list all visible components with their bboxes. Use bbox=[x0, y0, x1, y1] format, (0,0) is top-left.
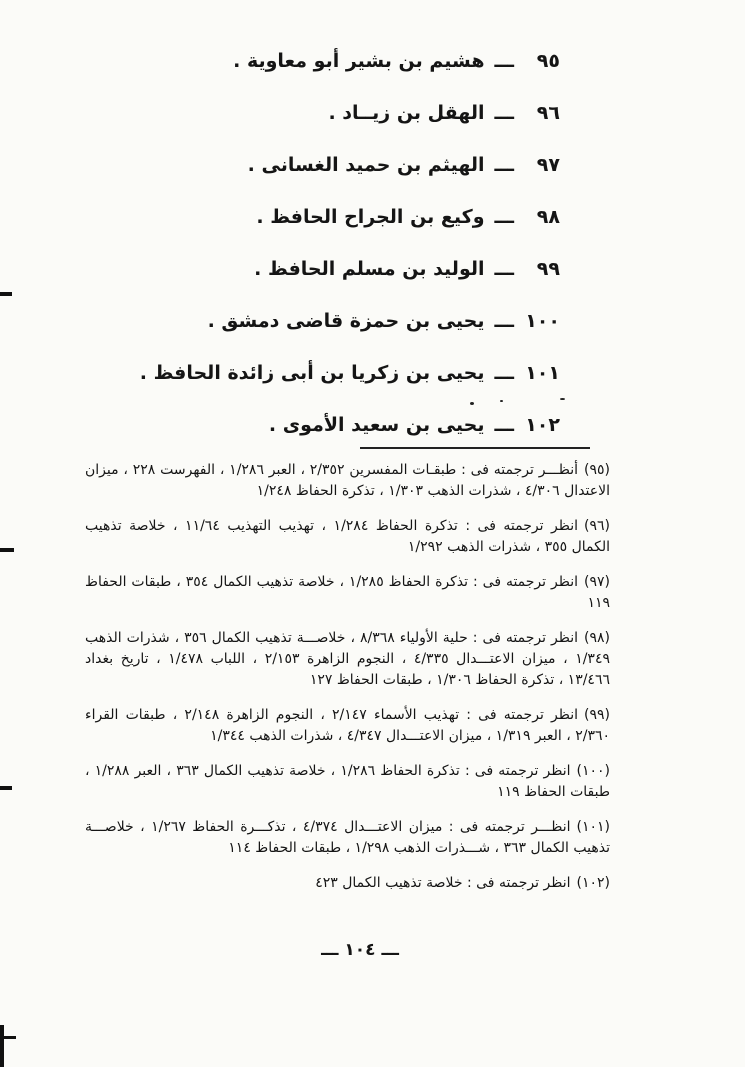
footnote bbox=[85, 761, 610, 803]
footnote-number: (٩٦) bbox=[584, 518, 610, 534]
footnote-text: انظـــر ترجمته فى : ميزان الاعتـــدال ٤/٣٧٤ ، تذكـــرة الحفاظ ١/٢٦٧ ، خلاصـــة تذهيب الكمال ٣٦٣ ، شـــذرات الذهب ١/٢٩٨ ، طبقات الحفاظ ١١٤ bbox=[85, 819, 610, 856]
scan-speck bbox=[500, 400, 503, 402]
entry-number: ٩٧ bbox=[536, 154, 560, 176]
entry-dash: ـــ bbox=[494, 258, 514, 280]
entry-text: يحيى بن حمزة قاضى دمشق . bbox=[207, 310, 485, 332]
scan-mark bbox=[0, 292, 12, 296]
entry-dash: ـــ bbox=[494, 310, 514, 332]
entry-number: ٩٥ bbox=[536, 50, 560, 72]
entry-text: الهيثم بن حميد الغسانى . bbox=[247, 154, 485, 176]
footnote bbox=[85, 628, 610, 691]
footnote-number: (٩٧) bbox=[583, 574, 610, 590]
footnotes bbox=[85, 460, 610, 903]
entry-number: ٩٨ bbox=[536, 206, 560, 228]
entry-text: الوليد بن مسلم الحافظ . bbox=[254, 258, 485, 280]
footnote-separator bbox=[360, 447, 590, 449]
footnote-number: (٩٥) bbox=[584, 462, 610, 478]
footnote bbox=[85, 572, 610, 614]
scan-mark bbox=[0, 1036, 16, 1039]
entry-number: ١٠٠ bbox=[525, 310, 560, 332]
footnote-number: (١٠٢) bbox=[576, 875, 610, 891]
entry-text: يحيى بن سعيد الأموى . bbox=[268, 414, 485, 436]
entry-text: وكيع بن الجراح الحافظ . bbox=[256, 206, 485, 228]
entry-number: ٩٩ bbox=[536, 258, 560, 280]
entry-number: ١٠١ bbox=[525, 362, 560, 384]
footnote-text: انظر ترجمته فى : تهذيب الأسماء ٢/١٤٧ ، النجوم الزاهرة ٢/١٤٨ ، طبقات القراء ٢/٣٦٠ ، العبر ١/٣١٩ ، ميزان الاعتـــدال ٤/٣٤٧ ، شذرات الذهب ١/٣٤٤ bbox=[85, 707, 610, 744]
footnote-text: انظر ترجمته فى : تذكرة الحفاظ ١/٢٨٥ ، خلاصة تذهيب الكمال ٣٥٤ ، طبقات الحفاظ ١١٩ bbox=[85, 574, 610, 611]
entry bbox=[160, 414, 560, 466]
footnote bbox=[85, 705, 610, 747]
footnote-text: انظر ترجمته فى : تذكرة الحفاظ ١/٢٨٤ ، تهذيب التهذيب ١١/٦٤ ، خلاصة تذهيب الكمال ٣٥٥ ، شذرات الذهب ١/٢٩٢ bbox=[85, 518, 610, 555]
page-number: ـــ ١٠٤ ـــ bbox=[321, 940, 399, 960]
scan-edge bbox=[0, 1025, 4, 1067]
entry bbox=[160, 50, 560, 102]
scan-mark bbox=[0, 548, 14, 552]
entry-dash: ـــ bbox=[494, 206, 514, 228]
entry-text: هشيم بن بشير أبو معاوية . bbox=[233, 50, 485, 72]
entry-dash: ـــ bbox=[494, 102, 514, 124]
entry bbox=[139, 362, 560, 414]
entry-number: ٩٦ bbox=[536, 102, 560, 124]
footnote-number: (١٠١) bbox=[576, 819, 610, 835]
footnote-text: انظر ترجمته فى : حلية الأولياء ٨/٣٦٨ ، خلاصـــة تذهيب الكمال ٣٥٦ ، شذرات الذهب ١/٣٤٩ ، ميزان الاعتـــدال ٤/٣٣٥ ، النجوم الزاهرة ٢/١٥٣ ، اللباب ١/٤٧٨ ، تاريخ بغداد ١٣/٤٦٦ ، تذكرة الحفاظ ١/٣٠٦ ، طبقات الحفاظ ١٢٧ bbox=[85, 630, 610, 688]
scan-mark bbox=[0, 786, 12, 790]
footnote bbox=[85, 460, 610, 502]
entry-text: يحيى بن زكريا بن أبى زائدة الحافظ . bbox=[139, 362, 485, 384]
footnote bbox=[85, 817, 610, 859]
entry bbox=[160, 310, 560, 362]
footnote bbox=[85, 873, 610, 894]
scan-speck bbox=[470, 402, 474, 405]
entry bbox=[160, 154, 560, 206]
entry-dash: ـــ bbox=[494, 362, 514, 384]
entry-dash: ـــ bbox=[494, 50, 514, 72]
footnote-number: (٩٨) bbox=[584, 630, 611, 646]
entry-dash: ـــ bbox=[494, 154, 514, 176]
scan-speck bbox=[560, 398, 565, 400]
footnote-text: انظر ترجمته فى : خلاصة تذهيب الكمال ٤٢٣ bbox=[315, 875, 571, 891]
entries-list bbox=[139, 50, 560, 466]
footnote bbox=[85, 516, 610, 558]
entry-number: ١٠٢ bbox=[525, 414, 560, 436]
entry-text: الهقل بن زيــاد . bbox=[328, 102, 485, 124]
footnote-number: (١٠٠) bbox=[576, 763, 610, 779]
entry-dash: ـــ bbox=[494, 414, 514, 436]
entry bbox=[160, 258, 560, 310]
footnote-text: انظر ترجمته فى : تذكرة الحفاظ ١/٢٨٦ ، خلاصة تذهيب الكمال ٣٦٣ ، العبر ١/٢٨٨ ، طبقات الحفاظ ١١٩ bbox=[85, 763, 610, 800]
footnote-number: (٩٩) bbox=[584, 707, 611, 723]
entry bbox=[160, 206, 560, 258]
footnote-text: أنظـــر ترجمته فى : طبقـات المفسرين ٢/٣٥٢ ، العبر ١/٢٨٦ ، الفهرست ٢٢٨ ، ميزان الاعتدال ٤/٣٠٦ ، شذرات الذهب ١/٣٠٣ ، تذكرة الحفاظ ١/٢٤٨ bbox=[85, 462, 610, 499]
entry bbox=[160, 102, 560, 154]
